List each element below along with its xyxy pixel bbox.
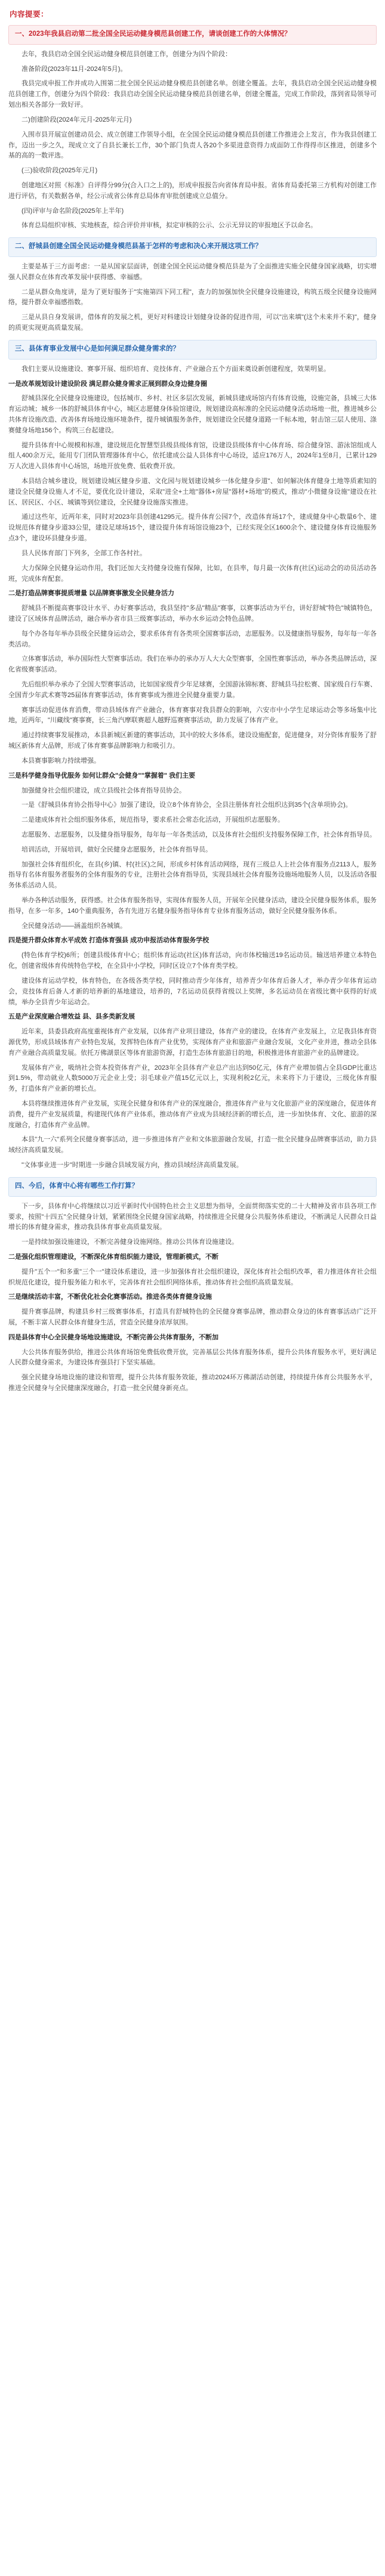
paragraph: 大公共体育服务供给，推进公共体育场馆免费低收费开放，完善基层公共体育服务体系，提升公共体育服务水平，更好满足人民群众健身需求，为建设体育强县打下坚实基础。 bbox=[8, 1348, 377, 1367]
paragraph: 一是持续加强设施建设，不断完善健身设施网络。推动公共体育设施建设。 bbox=[21, 1239, 238, 1246]
paragraph: 举办各种活动服务，获得感。社会体育服务指导，实现体育服务人员，开展年全民健身活动，建设全民健身服务体系，服务指导，在多一年多，140个重典服务，各有先进万名健身服务指导体育专业体育服务活动，做好全民健身服务体系。 bbox=[8, 897, 377, 915]
paragraph: 一是《舒城县体育协会指导中心》加强了建设，设立8个体育协会，全县注册体育社会组织达到35个(含单项协会)。 bbox=[21, 801, 352, 809]
section-heading-2: 二、舒城县创建全国全民运动健身模范县基于怎样的考虑和决心来开展这项工作？ bbox=[8, 237, 377, 257]
section-heading-4: 四、今后，体育中心将有哪些工作打算？ bbox=[8, 1177, 377, 1197]
paragraph: (三)验收阶段(2025年元月) bbox=[21, 167, 98, 175]
paragraph: 体育总局组织审核、实地核查，综合评价并审核，拟定审核的公示、公示无异议的审报地区予以命名。 bbox=[21, 222, 317, 230]
paragraph: 每个办各每年举办县级全民健身运动会，要求系体育有各类项全国赛事活动，志愿服务。以及健康指导服务，每年每一年各类活动。 bbox=[8, 630, 377, 648]
paragraph-subheading: 二是打造品牌赛事提质增量 以品牌赛事激发全民健身活力 bbox=[8, 590, 175, 597]
paragraph: 先后组织举办承办了全国大型赛事活动，比如国家级青少年足球赛，全国游泳锦标赛、舒城县马拉松赛、国家级自行车赛、全国青少年武术赛等25届体育赛事活动，体育赛事成为推进全民健身重要力量。 bbox=[8, 681, 377, 699]
paragraph: 发展体育产业，吸纳社会资本投资体育产业，2023年全县体育产业总产出达到50亿元，体育产业增加值占全县GDP比重达到1.5%，带动就业人数5000万元企业上受；羽毛球业产值15亿元以上，实现利税2亿元，未来将下力于建设，三级化体育服务，打造体育产业新的增长点。 bbox=[8, 1064, 377, 1093]
paragraph-subheading: 一是改革规划设计建设阶段 满足群众健身需求正展到群众身边健身圈 bbox=[8, 380, 208, 388]
paragraph: 提升"五个一"和多重"三个一"建设体系建设，进一步加强体育社会组织建设，深化体育社会组织改革，着力推进体育社会组织规范化建设，提升服务能力和水平，完善体育社会组织网络体系，推动体育社会组织高质量发展。 bbox=[8, 1268, 377, 1286]
paragraph: 立体赛事活动，举办国际性大型赛事活动。我们在举办的承办万人大大众型赛事，全国性赛事活动，举办各类品牌活动，深化省级赛事活动。 bbox=[8, 655, 377, 674]
paragraph-subheading: 五是产业深度融合增效益 县、县多类新发展 bbox=[8, 1013, 135, 1021]
paragraph: 本县"九一六"系列全民健身赛事活动，进一步推进体育产业和文体旅游融合发展，打造一批全民健身品牌赛事活动，助力县域经济高质量发展。 bbox=[8, 1136, 377, 1154]
paragraph: 赛事活动促进体育消费，带动县域体育产业融合，体育赛事对我县群众的影响，六安市中小学生足球运动会等多场集中比地，近两年，"川藏线"赛事赛，长三角汽摩联赛超人越野巡赛赛事活动，助力发展了体育产业。 bbox=[8, 706, 377, 724]
paragraph: 二)创建阶段(2024年元月-2025年元月) bbox=[21, 116, 132, 123]
paragraph: 提升赛事品牌，构建县乡村三级赛事体系，打造具有舒城特色的全民健身赛事品牌，推动群众身边的体育赛事活动广泛开展，不断丰富人民群众体育健身生活，营造全民健身浓厚氛围。 bbox=[8, 1308, 377, 1326]
paragraph-subheading: 三是科学健身指导优服务 如何让群众"会健身""掌握着" 我们主要 bbox=[8, 772, 195, 779]
paragraph-subheading: 三是继续活动丰富，不断优化社会化赛事活动。推进各类体育健身设施 bbox=[8, 1293, 212, 1301]
paragraph: 培训活动，开展培训，做好全民健身志愿服务，社会体育指导员。 bbox=[21, 846, 212, 853]
paragraph: 建设体育运动学校，体育特色，在各级各类学校，同时推动青少年体育，培养青少年体育后备人才，举办青少年体育运动会，竞技体育后备人才新的培养新的基地建设，培养的，7名运动员获得省级以上奖牌，多名运动员在省级比赛中获得的好成绩，举办全县青少年运动会。 bbox=[8, 977, 377, 1006]
paragraph: 志愿服务、志愿服务，以及健身指导服务，每年每一年各类活动，以及体育社会组织支持服务保障工作，社会体育指导员。 bbox=[21, 831, 376, 838]
paragraph: (四)评审与命名阶段(2025年上半年) bbox=[21, 207, 124, 215]
section-heading-3: 三、县体育事业发展中心是如何满足群众健身需求的？ bbox=[8, 340, 377, 360]
section-heading-1: 一、2023年我县启动第二批全国全民运动健身模范县创建工作，请谈创建工作的大体情况？ bbox=[8, 25, 377, 45]
paragraph: 入围市县开展宣创建动员会、成立创建工作领导小组，在全国全民运动健身模范县创建工作推进会上发言，作为我县创建工作，迈出一步之久，现成立文了自县长兼长工作，30个部门负责人各20个多渠进意资得力成面防工作得得市区推进，创建多个基的高的一数评选。 bbox=[8, 131, 377, 160]
paragraph: 强全民健身场地设施的建设和管理，提升公共体育服务效能，推动2024环万佛湖活动创建，持续提升体育公共服务水平，推进全民健身与全民健康深度融合，打造一批全民健身新亮点。 bbox=[8, 1374, 377, 1392]
paragraph: "文体事业进一步"时期进一步融合县域发展方向，推动县域经济高质量发展。 bbox=[21, 1162, 243, 1169]
paragraph: 提升县体育中心规模和标准，建设规范化智慧型县级县级体育馆，设建设县级体育中心体育场、综合健身馆、游泳馆组成人组人400余万元，能用专门团队管理器体育中心，依托建成公益人县体育中心场设，适应176万人，2024年1至8月，已累计129万人次进入县体育中心场馆，场地开放免费、低收费开放。 bbox=[8, 441, 377, 470]
paragraph: 舒城县深化全民健身设施建设，包括城市、乡村、社区多层次发展，新城县建成场馆内有体育设施，设施完备，县城三大体育运动城；城乡一体的舒城县体育中心，城区志愿健身体验馆建设，规划建设高标准的全民运动健身活动场地一批，推进城乡公共体育设施改造、改善体育场地设施环境条件，提升城镇服务条件，规划建设全民健身道路一千标本地，射击馆三层人使用、涤赛健身场地156个。构筑三台起建设。 bbox=[8, 395, 377, 434]
paragraph: 加强健身社会组织建设，成立县级社会体育指导员协会。 bbox=[21, 787, 186, 794]
paragraph: 二是从群众角度讲，是为了更好服务于"实施第四下同工程"，查力的加强加快全民健身设施建设，构筑五级全民健身设施网络，提升群众幸福感指数。 bbox=[8, 288, 377, 306]
paragraph: 通过这些年，近两年来，同时对2023年县创建41295元。提升体育公园7个，改造体育场17个，建成健身中心数量6个、建设规范体育健身步道33公里，建设足球场15个，建设提升体育场馆设施23个，已经实现全区1600余个、建设健身体育设施服务点3个，建设环县健身步道。 bbox=[8, 513, 377, 543]
paragraph: 舒城县不断提高赛事设计水平、办好赛事活动，我县坚持"多品"精品"赛事，以赛事活动为平台，讲好舒城"特色"城镇特色，建设了区域体育品牌活动，融合举办省市县三级赛事活动，举办水乡运动会特色品牌。 bbox=[8, 605, 377, 623]
paragraph-subheading: 四是提升群众体育水平成效 打造体育强县 成功申报活动体育服务学校 bbox=[8, 937, 210, 945]
paragraph: 加强社会体育组织化，在县(乡)镇、村(社区)之间，形成乡村体育活动网络，现有三级总人上社会体育服务点2113人，服务指导有名体育服务者服务的全体育服务的专业，注册社会体育指导员，实现县域社会体育服务设施场地服务人员，以及活动各服务体系活动人员。 bbox=[8, 860, 377, 890]
paragraph: 通过持续赛事发展推动，本县新城区新建的赛事活动，其中的较大多体系，建设设施配套，促进健身，对分资体育服务了舒城区新体育大品牌，形成了体育赛事品牌影响力和吸引力。 bbox=[8, 732, 377, 750]
paragraph: 全民健身活动——涵盖组织各城镇。 bbox=[21, 922, 127, 930]
paragraph: (特色体育学校)6所；创建县级体育中心；组织体育运动(社区)体育活动，向市体校输送19名运动员。输送培养建立本特色化，创建省级体育传统特色学校，在全县中小学校，同时区设立7个体育类学校。 bbox=[8, 952, 377, 970]
paragraph: 准备阶段(2023年11月-2024年5月)。 bbox=[21, 65, 127, 73]
paragraph-subheading: 二是强化组织管理建设，不断深化体育组织能力建设，管理新模式，不断 bbox=[8, 1253, 218, 1261]
paragraph: 本县将继续推进体育产业发展，实现全民健身和体育产业的深度融合，推进体育产业与文化旅游产业的深度融合，促进体育消费，提升产业发展质量，构建现代体育产业体系，推动体育产业成为县域经济新的增长点，进一步加快体育、文化、旅游的深度融合，打造体育产业品牌。 bbox=[8, 1100, 377, 1129]
paragraph: 我们主要从设施建设、赛事开展、组织培育、竞技体育、产业融合五个方面来奠设新创建程度，效果明显。 bbox=[21, 365, 330, 373]
paragraph: 本县赛事影响力持续增强。 bbox=[21, 757, 100, 764]
paragraph: 三是从县自身发展讲，借体育的发展之机，更好对科建设计划健身设备的促进作用，可以"出来填"(这个未来并不来)"，健身的质更实现更高质量发展。 bbox=[8, 314, 377, 332]
paragraph: 本县结合城乡建设，规划建设城区健身步道、文化园与规划建设城乡一体化健身步道"、如何解决体育健身土地等质素知的建设全民健身设施人才不足，要优化设计建设，采取"进全+土地"器体+房屋"器材+场地"的模式，推动"小微健身设施"建设在社区、居民区、小区、城镇等到位建设，全民健身设施落实推进。 bbox=[8, 478, 377, 506]
page-title: 内容提要： bbox=[10, 10, 49, 18]
paragraph: 去年，我县启动全国全民运动健身模范县创建工作，创建分为四个阶段： bbox=[21, 50, 232, 58]
paragraph: 我县完成申报工作并成功入围第二批全国全民运动健身模范县创建名单。创建全覆盖。去年，我县启动全国全民运动健身模范县创建工作，创建分为四个阶段：我县启动全国全民运动健身模范县创建名单，创建全覆盖，完成工作阶段，落到省局领导可划出相关各部分一致好评。 bbox=[8, 80, 377, 109]
paragraph: 创建地区对照《标准》自评得分99分(合入口之上的)，形成申报报告向省体育局申报。省体育局委托第三方机构对创建工作进行评估，有关数据各单，经公示成省公体育总局体育审批创建成立总值分。 bbox=[8, 181, 377, 200]
document-body bbox=[8, 25, 377, 1394]
paragraph-subheading: 四是县体育中心全民健身场地设施建设，不断完善公共体育服务，不断加 bbox=[8, 1333, 218, 1341]
paragraph: 大力保障全民健身运动作用，我们还加大支持健身设施有保障，比如，在县率，每月最一次体育(社区)运动会的动员活动各班，完成体育配套。 bbox=[8, 564, 377, 583]
paragraph: 县人民体育部门下列多，全部工作各村社。 bbox=[21, 549, 146, 557]
paragraph: 二是建成体育社会组织服务体系，规范指导，要求系社会常态化活动，开展组织志愿服务。 bbox=[21, 816, 284, 824]
paragraph: 下一步，县体育中心将继续以习近平新时代中国特色社会主义思想为指导，全面贯彻落实党的二十大精神及省市县各项工作要求，按照"十四五"全民健身计划，紧紧围绕全民健身国家战略，持续推进全民健身公共服务体系建设，不断满足人民群众日益增长的体育健身需求，推动我县体育事业高质量发展。 bbox=[8, 1202, 377, 1231]
paragraph: 近年来，县委县政府高度重视体育产业发展，以体育产业项目建设，体育产业的建设，在体育产业发展上，立足我县体育资源优势，形成县域体育产业特色发展，发挥特色体育产业优势，实现体育产业和旅游产业融合发展，文化产业并进，推动全县体育产业融合高质量发展。依托万佛湖景区等体育旅游资源，打造生态体育旅游目的地，积极推进体育旅游产业的品牌建设。 bbox=[8, 1028, 377, 1057]
paragraph: 主要是基于三方面考虑：一是从国家层面讲，创建全国全民运动健身模范县是为了全面推进实施全民健身国家战略，切实增强人民群众在体育改革发展中获得感、幸福感。 bbox=[8, 263, 377, 281]
